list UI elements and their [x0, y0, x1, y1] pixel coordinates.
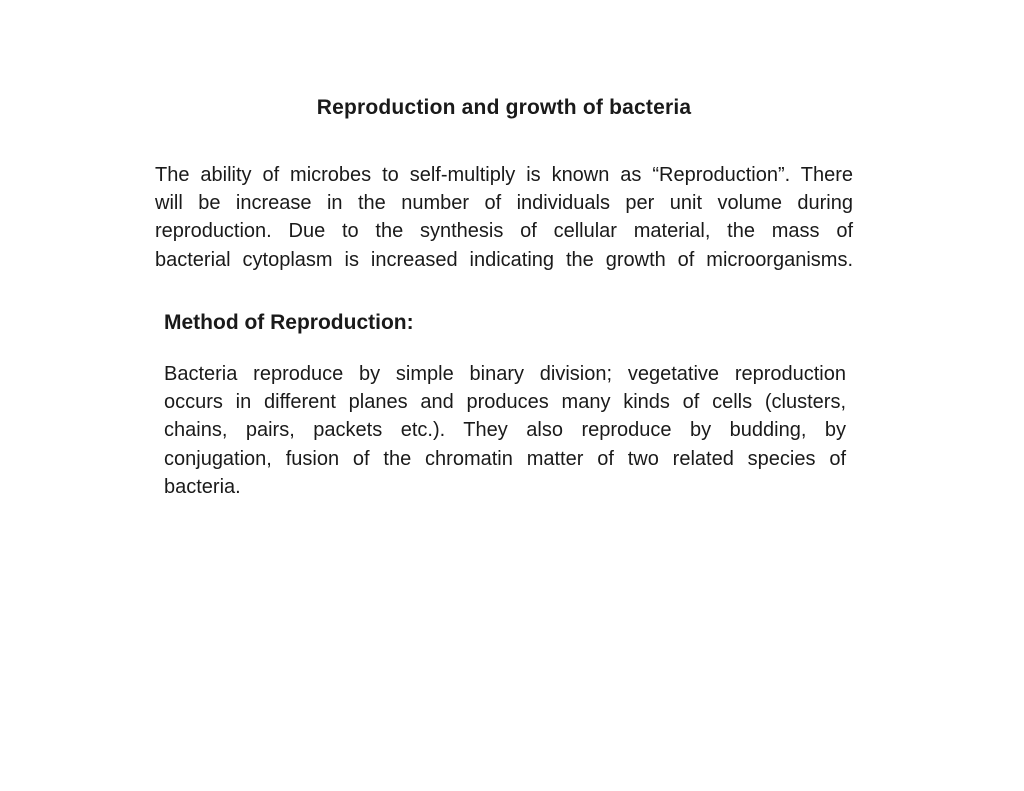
text-line: The ability of microbes to self-multiply is known as “Reproduction”. There — [155, 164, 853, 186]
intro-paragraph — [155, 161, 853, 274]
method-paragraph — [164, 360, 846, 501]
text-line: chains, pairs, packets etc.). They also reproduce by budding, by — [164, 419, 846, 442]
text-line: conjugation, fusion of the chromatin matter of two related species of — [164, 447, 846, 470]
section-heading: Method of Reproduction: — [164, 311, 414, 334]
text-line: bacterial cytoplasm is increased indicating the growth of microorganisms. — [155, 248, 853, 271]
text-line: occurs in different planes and produces many kinds of cells (clusters, — [164, 391, 846, 414]
text-line: reproduction. Due to the synthesis of cellular material, the mass of — [155, 220, 853, 243]
text-line: will be increase in the number of individuals per unit volume during — [155, 192, 853, 215]
page-title: Reproduction and growth of bacteria — [316, 96, 692, 119]
text-line: Bacteria reproduce by simple binary division; vegetative reproduction — [164, 363, 846, 385]
text-line: bacteria. — [164, 475, 241, 498]
